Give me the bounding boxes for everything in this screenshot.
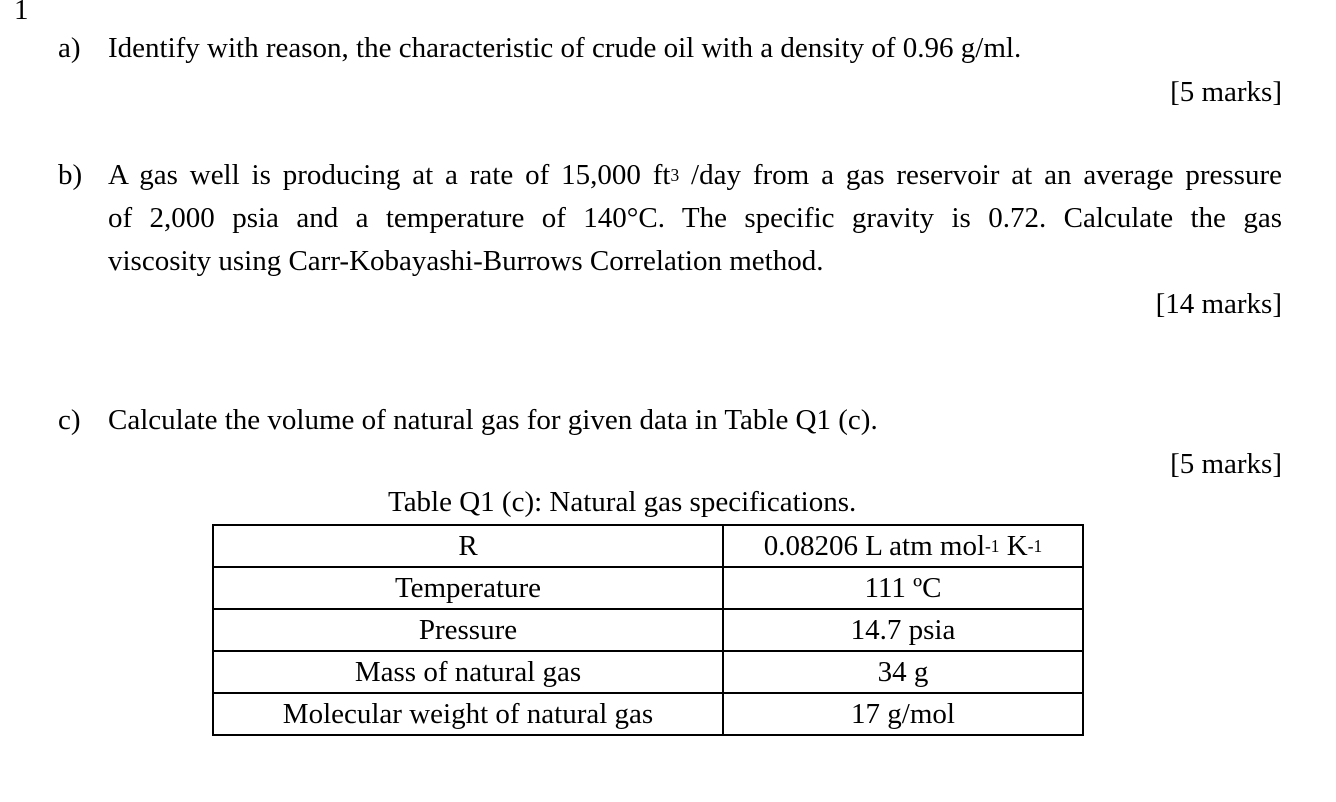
table-cell-value: 111 ºC <box>723 567 1083 609</box>
table-row <box>213 567 1083 609</box>
mol-exponent: -1 <box>985 535 1000 556</box>
table-cell-label: Mass of natural gas <box>213 651 723 693</box>
table-cell-label: Molecular weight of natural gas <box>213 693 723 735</box>
question-a-label: a) <box>58 32 81 64</box>
kelvin-unit: K <box>999 530 1028 562</box>
table-row <box>213 609 1083 651</box>
table-cell-value: 34 g <box>723 651 1083 693</box>
question-a-text: Identify with reason, the characteristic of crude oil with a density of 0.96 g/ml. <box>108 32 1022 64</box>
table-cell-label: R <box>213 525 723 567</box>
question-b-label: b) <box>58 159 83 191</box>
question-c-label: c) <box>58 404 81 436</box>
question-b-line-3: viscosity using Carr-Kobayashi-Burrows Correlation method. <box>108 245 824 277</box>
question-b-line-1-pre: A gas well is producing at a rate of 15,000 ft <box>108 159 671 191</box>
table-cell-label: Temperature <box>213 567 723 609</box>
table-row-r <box>213 525 1083 567</box>
table-cell-value: 14.7 psia <box>723 609 1083 651</box>
question-b-line-1-post: /day from a gas reservoir at an average pressure <box>679 159 1282 191</box>
question-b-line-2: of 2,000 psia and a temperature of 140°C. The specific gravity is 0.72. Calculate the gas <box>108 202 1282 234</box>
question-b-line-1 <box>108 157 1282 193</box>
natural-gas-spec-table <box>212 524 1084 736</box>
table-cell-label: Pressure <box>213 609 723 651</box>
question-c-marks: [5 marks] <box>1170 448 1282 480</box>
question-a-marks: [5 marks] <box>1170 76 1282 108</box>
table-row <box>213 651 1083 693</box>
page-number: 1 <box>14 0 29 26</box>
question-b-marks: [14 marks] <box>1155 288 1282 320</box>
table-row <box>213 693 1083 735</box>
table-cell-value: 17 g/mol <box>723 693 1083 735</box>
table-caption: Table Q1 (c): Natural gas specifications. <box>388 486 857 518</box>
cubic-superscript: 3 <box>670 164 680 185</box>
kelvin-exponent: -1 <box>1027 535 1043 556</box>
gas-constant-value: 0.08206 L atm mol <box>763 530 986 562</box>
question-c-text: Calculate the volume of natural gas for given data in Table Q1 (c). <box>108 404 878 436</box>
table-cell-value <box>723 525 1083 567</box>
